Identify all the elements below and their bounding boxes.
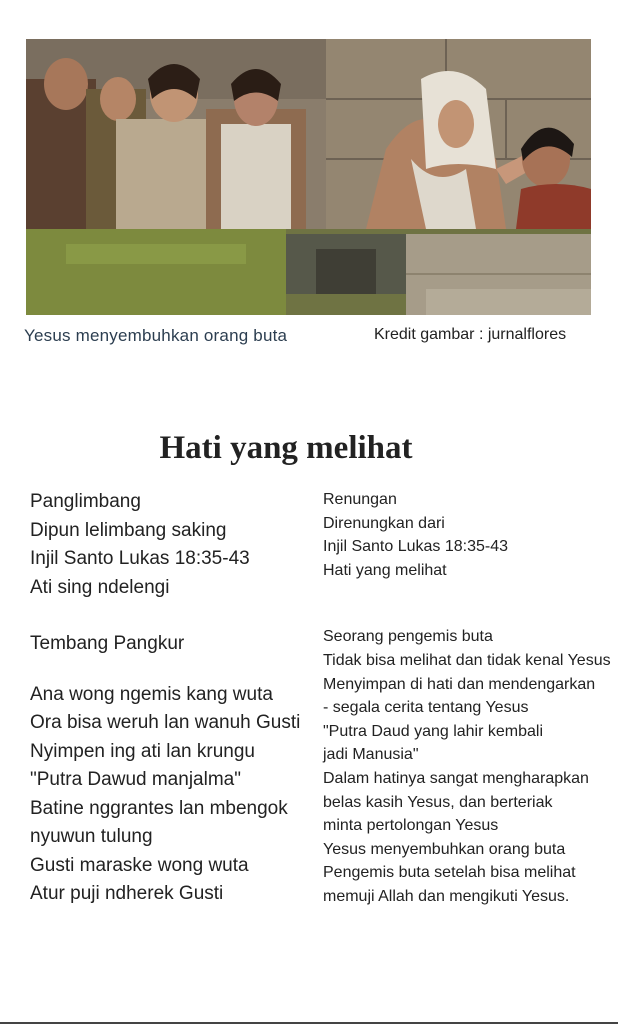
- poem-intro-line: Injil Santo Lukas 18:35-43: [30, 548, 250, 569]
- reflection-verse-line: Yesus menyembuhkan orang buta: [323, 840, 566, 858]
- poem-heading: Tembang Pangkur: [30, 633, 185, 654]
- reflection-intro-line: Injil Santo Lukas 18:35-43: [323, 538, 509, 556]
- poem-verse-line: "Putra Dawud manjalma": [30, 769, 241, 790]
- image-credit: Kredit gambar : jurnalflores: [374, 326, 567, 343]
- reflection-intro-line: Hati yang melihat: [323, 561, 447, 579]
- hero-image: [26, 39, 591, 315]
- jesus-healing-blind-man-illustration: [26, 39, 591, 315]
- reflection-verse-line: minta pertolongan Yesus: [323, 817, 499, 835]
- reflection-verse-line: Tidak bisa melihat dan tidak kenal Yesus: [323, 651, 611, 669]
- poem-verse-line: Ora bisa weruh lan wanuh Gusti: [30, 712, 301, 733]
- poem-verse-line: Atur puji ndherek Gusti: [30, 883, 224, 904]
- javanese-poem-column: [30, 488, 320, 909]
- reflection-verse-line: Menyimpan di hati dan mendengarkan: [323, 675, 596, 693]
- poem-verse-line: Nyimpen ing ati lan krungu: [30, 740, 255, 762]
- reflection-verse-line: memuji Allah dan mengikuti Yesus.: [323, 887, 570, 905]
- indonesian-reflection-column: [323, 488, 613, 909]
- page-title: Hati yang melihat: [159, 430, 413, 466]
- poem-verse-line: Gusti maraske wong wuta: [30, 854, 249, 876]
- reflection-verse-line: "Putra Daud yang lahir kembali: [323, 722, 544, 740]
- poem-verse-line: nyuwun tulung: [30, 826, 153, 847]
- poem-intro-line: Dipun lelimbang saking: [30, 519, 227, 541]
- poem-intro-line: Panglimbang: [30, 491, 141, 512]
- poem-verse-line: Ana wong ngemis kang wuta: [30, 683, 273, 705]
- reflection-verse-line: Pengemis buta setelah bisa melihat: [323, 864, 576, 882]
- poem-verse-line: Batine nggrantes lan mbengok: [30, 797, 288, 819]
- reflection-verse-line: Dalam hatinya sangat mengharapkan: [323, 769, 589, 787]
- poem-intro-line: Ati sing ndelengi: [30, 576, 170, 598]
- reflection-verse-line: - segala cerita tentang Yesus: [323, 699, 529, 717]
- reflection-verse-line: jadi Manusia": [323, 746, 419, 764]
- reflection-verse-line: belas kasih Yesus, dan berteriak: [323, 793, 553, 811]
- image-caption: Yesus menyembuhkan orang buta: [24, 326, 288, 345]
- reflection-intro-line: Direnungkan dari: [323, 514, 445, 532]
- reflection-verse-line: Seorang pengemis buta: [323, 628, 493, 646]
- reflection-intro-line: Renungan: [323, 491, 397, 508]
